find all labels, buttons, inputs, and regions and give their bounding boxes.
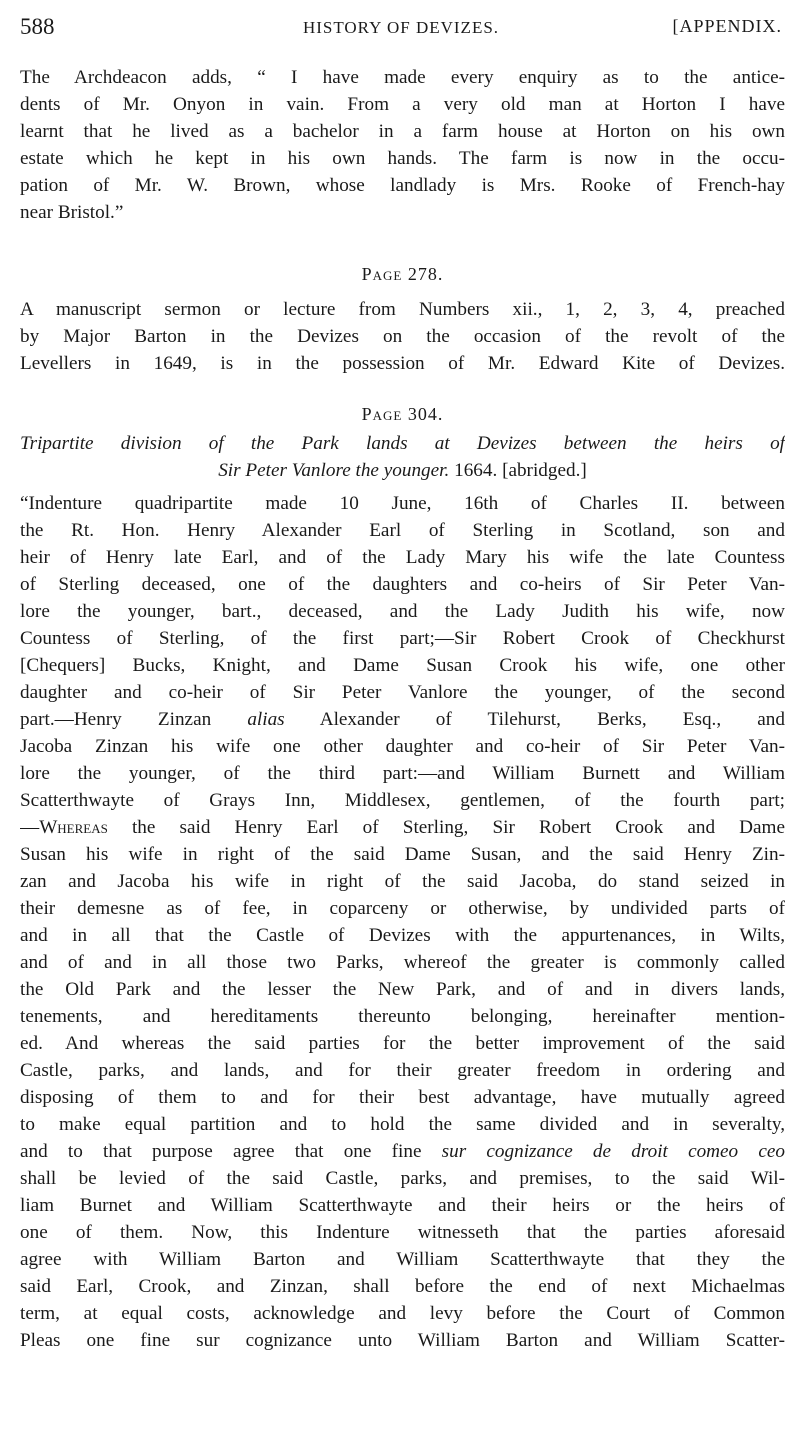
section-heading-page-278: Page 278. — [361, 264, 444, 284]
indenture-line: one of them. Now, this Indenture witnesseth that the parties aforesaid — [20, 1222, 785, 1243]
indenture-line — [20, 814, 785, 841]
indenture-line: heir of Henry late Earl, and of the Lady Mary his wife the late Countess — [20, 547, 785, 568]
indenture-line: zan and Jacoba his wife in right of the said Jacoba, do stand seized in — [20, 871, 785, 892]
indenture-line: ed. And whereas the said parties for the better improvement of the said — [20, 1033, 785, 1054]
indenture-line: lore the younger, of the third part:—and William Burnett and William — [20, 763, 785, 784]
indenture-line: term, at equal costs, acknowledge and levy before the Court of Common — [20, 1303, 785, 1324]
indenture-line: the Old Park and the lesser the New Park, and of and in divers lands, — [20, 979, 785, 1000]
indenture-line: agree with William Barton and William Scatterthwayte that they the — [20, 1249, 785, 1270]
indenture-line: Countess of Sterling, of the first part;—Sir Robert Crook of Checkhurst — [20, 628, 785, 649]
indenture-line: Pleas one fine sur cognizance unto William Barton and William Scatter- — [20, 1330, 785, 1351]
page-304-subtitle: Tripartite division of the Park lands at Devizes between the heirs of — [20, 433, 785, 454]
alias-before: part.—Henry Zinzan — [20, 709, 248, 730]
whereas-before: — — [20, 817, 40, 838]
indenture-line: their demesne as of fee, in coparceny or otherwise, by undivided parts of — [20, 898, 785, 919]
fine-before: and to that purpose agree that one fine — [20, 1141, 442, 1162]
section-label: [APPENDIX. — [672, 16, 782, 36]
indenture-line: liam Burnet and William Scatterthwayte and their heirs or the heirs of — [20, 1195, 785, 1216]
page-header — [20, 14, 782, 48]
page-278-line: by Major Barton in the Devizes on the occasion of the revolt of the — [20, 326, 785, 347]
indenture-line: and in all that the Castle of Devizes with the appurtenances, in Wilts, — [20, 925, 785, 946]
page-278-line: A manuscript sermon or lecture from Numbers xii., 1, 2, 3, 4, preached — [20, 299, 785, 320]
page-number: 588 — [20, 14, 55, 39]
archdeacon-line: pation of Mr. W. Brown, whose landlady is Mrs. Rooke of French-hay — [20, 175, 785, 196]
indenture-line: Scatterthwayte of Grays Inn, Middlesex, gentlemen, of the fourth part; — [20, 790, 785, 811]
indenture-line: Jacoba Zinzan his wife one other daughter and co-heir of Sir Peter Van- — [20, 736, 785, 757]
alias-after: Alexander of Tilehurst, Berks, Esq., and — [284, 709, 785, 730]
page-304-subtitle-line-2 — [20, 457, 785, 484]
indenture-line: tenements, and hereditaments thereunto belonging, hereinafter mention- — [20, 1006, 785, 1027]
indenture-line: lore the younger, bart., deceased, and the Lady Judith his wife, now — [20, 601, 785, 622]
running-title: HISTORY OF DEVIZES. — [302, 18, 500, 37]
indenture-line: said Earl, Crook, and Zinzan, shall before the end of next Michaelmas — [20, 1276, 785, 1297]
whereas-after: the said Henry Earl of Sterling, Sir Robert Crook and Dame — [107, 817, 785, 838]
subtitle-name: Sir Peter Vanlore the younger. — [218, 460, 450, 481]
indenture-line: “Indenture quadripartite made 10 June, 16th of Charles II. between — [20, 493, 785, 514]
indenture-line: Castle, parks, and lands, and for their greater freedom in ordering and — [20, 1060, 785, 1081]
archdeacon-line: dents of Mr. Onyon in vain. From a very old man at Horton I have — [20, 94, 785, 115]
indenture-line — [20, 1138, 785, 1165]
indenture-line: the Rt. Hon. Henry Alexander Earl of Sterling in Scotland, son and — [20, 520, 785, 541]
archdeacon-line: estate which he kept in his own hands. The farm is now in the occu- — [20, 148, 785, 169]
indenture-line: Susan his wife in right of the said Dame Susan, and the said Henry Zin- — [20, 844, 785, 865]
alias-word: alias — [247, 709, 285, 730]
fine-latin: sur cognizance de droit comeo ceo — [441, 1141, 785, 1162]
archdeacon-line: near Bristol.” — [20, 202, 124, 223]
indenture-line — [20, 706, 785, 733]
archdeacon-line: learnt that he lived as a bachelor in a farm house at Horton on his own — [20, 121, 785, 142]
indenture-line: [Chequers] Bucks, Knight, and Dame Susan Crook his wife, one other — [20, 655, 785, 676]
indenture-line: shall be levied of the said Castle, parks, and premises, to the said Wil- — [20, 1168, 785, 1189]
section-heading-page-304: Page 304. — [361, 404, 444, 424]
archdeacon-line: The Archdeacon adds, “ I have made every enquiry as to the antice- — [20, 67, 785, 88]
page-278-line: Levellers in 1649, is in the possession of Mr. Edward Kite of Devizes. — [20, 353, 785, 374]
indenture-line: and of and in all those two Parks, whereof the greater is commonly called — [20, 952, 785, 973]
whereas-word: Whereas — [39, 817, 108, 838]
indenture-line: of Sterling deceased, one of the daughters and co-heirs of Sir Peter Van- — [20, 574, 785, 595]
indenture-line: daughter and co-heir of Sir Peter Vanlore the younger, of the second — [20, 682, 785, 703]
indenture-line: to make equal partition and to hold the same divided and in severalty, — [20, 1114, 785, 1135]
subtitle-date: 1664. [abridged.] — [449, 460, 587, 481]
indenture-line: disposing of them to and for their best advantage, have mutually agreed — [20, 1087, 785, 1108]
